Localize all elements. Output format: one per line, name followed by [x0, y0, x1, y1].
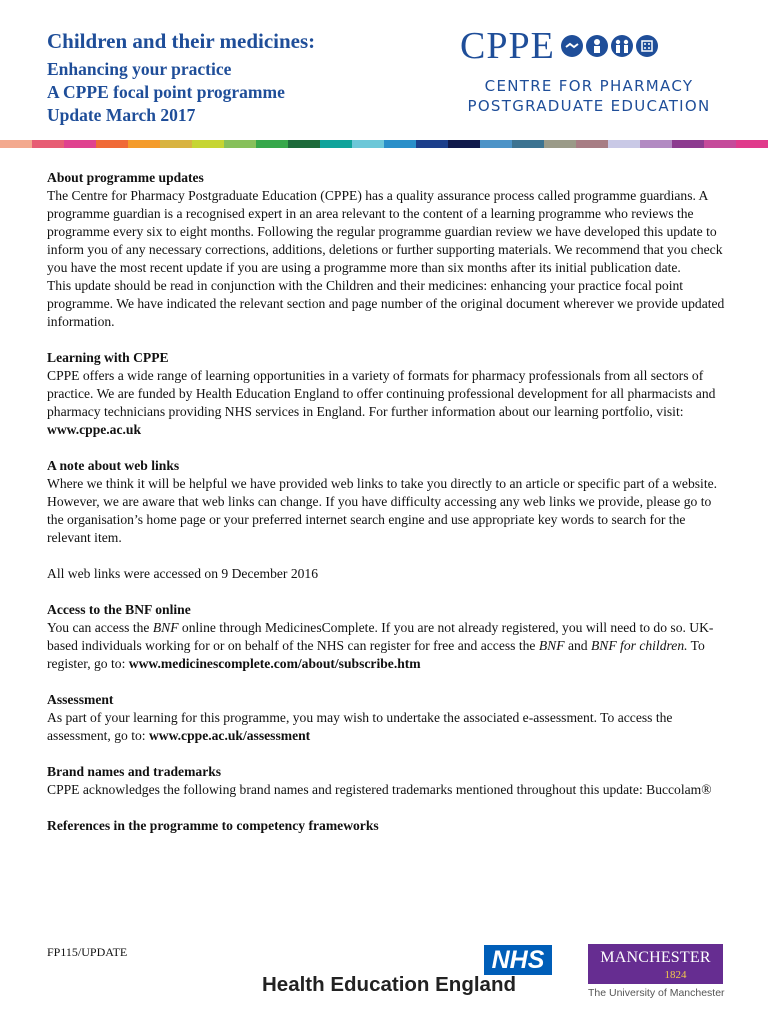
- about-heading: About programme updates: [47, 170, 204, 185]
- stripe-segment: [384, 140, 416, 148]
- bnf-heading: Access to the BNF online: [47, 602, 191, 617]
- stripe-segment: [544, 140, 576, 148]
- assessment-body: [47, 709, 727, 745]
- cppe-full-name-line2: POSTGRADUATE EDUCATION: [467, 97, 711, 115]
- cppe-logo-icons: [561, 35, 658, 57]
- cppe-link[interactable]: www.cppe.ac.uk: [47, 422, 142, 437]
- about-body-1: The Centre for Pharmacy Postgraduate Education (CPPE) has a quality assurance process called programme guardians. A programme guardian is a recognised expert in an area relevant to the content of a learning programme who reviews the programme every six to eight months. Following the regular programme guardian review we have developed this update to inform you of any necessary corrections, additions, deletions or further supporting materials. We recommend that you check you have the most recent update if you are using a programme more than six months after its initial publication date.: [47, 188, 723, 275]
- header-titles: [47, 28, 315, 127]
- hee-logo: [262, 945, 552, 1000]
- assessment-heading: Assessment: [47, 692, 114, 707]
- medicinescomplete-link[interactable]: www.medicinescomplete.com/about/subscribe.htm: [128, 656, 421, 671]
- stripe-segment: [576, 140, 608, 148]
- stripe-segment: [160, 140, 192, 148]
- stripe-segment: [416, 140, 448, 148]
- pills-icon: [636, 35, 658, 57]
- stripe-segment: [192, 140, 224, 148]
- cppe-full-name: [444, 76, 734, 116]
- stripe-segment: [32, 140, 64, 148]
- stripe-segment: [480, 140, 512, 148]
- stripe-segment: [288, 140, 320, 148]
- document-code: FP115/UPDATE: [47, 945, 128, 959]
- bnf-body: [47, 619, 727, 673]
- bnf-term: BNF: [152, 620, 179, 635]
- stripe-segment: [608, 140, 640, 148]
- learning-heading: Learning with CPPE: [47, 350, 169, 365]
- bnfc-term: BNF for children.: [590, 638, 688, 653]
- bnf-text-3: To register, go to:: [47, 638, 705, 671]
- references-heading: References in the programme to competency frameworks: [47, 818, 379, 833]
- programme-label: A CPPE focal point programme: [47, 82, 285, 102]
- bnf-text-1: You can access the: [47, 620, 153, 635]
- stripe-segment: [352, 140, 384, 148]
- manchester-year: 1824: [664, 969, 687, 981]
- stripe-segment: [448, 140, 480, 148]
- handshake-icon: [561, 35, 583, 57]
- stripe-segment: [736, 140, 768, 148]
- person-icon: [586, 35, 608, 57]
- color-stripe: [0, 140, 768, 148]
- manchester-box: [588, 944, 723, 984]
- learning-text: CPPE offers a wide range of learning opportunities in a variety of formats for pharmacy professionals from all sectors of practice. We are funded by Health Education England to offer continuing professional development for all pharmacists and pharmacy technicians providing NHS services in England. For further information about our learning portfolio, visit:: [47, 368, 716, 419]
- brands-heading: Brand names and trademarks: [47, 764, 222, 779]
- document-body: [47, 169, 727, 835]
- stripe-segment: [224, 140, 256, 148]
- manchester-university-label: The University of Manchester: [588, 987, 725, 999]
- learning-body: [47, 367, 727, 439]
- document-title: Children and their medicines:: [47, 29, 316, 53]
- stripe-segment: [704, 140, 736, 148]
- document-subtitle: Enhancing your practice: [47, 59, 232, 79]
- update-date: Update March 2017: [47, 105, 196, 125]
- stripe-segment: [640, 140, 672, 148]
- cppe-full-name-line1: CENTRE FOR PHARMACY: [484, 77, 694, 95]
- bnf-and: and: [564, 638, 591, 653]
- manchester-name: MANCHESTER: [600, 949, 711, 966]
- cppe-wordmark: CPPE: [460, 25, 555, 67]
- bnf-term-2: BNF: [538, 638, 565, 653]
- stripe-segment: [0, 140, 32, 148]
- weblinks-accessed: All web links were accessed on 9 December 2016: [47, 566, 319, 581]
- assessment-link[interactable]: www.cppe.ac.uk/assessment: [148, 728, 311, 743]
- about-body-2: This update should be read in conjunction with the Children and their medicines: enhancing your practice focal point programme. We have indicated the relevant section and page number of the original document wherever we provide updated information.: [47, 278, 725, 329]
- stripe-segment: [128, 140, 160, 148]
- weblinks-heading: A note about web links: [47, 458, 180, 473]
- family-icon: [611, 35, 633, 57]
- stripe-segment: [64, 140, 96, 148]
- brands-body: CPPE acknowledges the following brand names and registered trademarks mentioned throughout this update: Buccolam®: [47, 782, 712, 797]
- stripe-segment: [320, 140, 352, 148]
- stripe-segment: [512, 140, 544, 148]
- hee-wordmark: Health Education England: [262, 973, 516, 996]
- weblinks-body: Where we think it will be helpful we have provided web links to take you directly to an article or specific part of a website. However, we are aware that web links can change. If you have difficulty accessing any web links we provide, please go to the organisation’s home page or your preferred internet search engine and use appropriate key words to search for the relevant item.: [47, 476, 718, 545]
- nhs-logo: NHS: [484, 945, 552, 975]
- stripe-segment: [96, 140, 128, 148]
- bnf-text-2: online through MedicinesComplete. If you are not already registered, you will need to do so. UK-based individuals working for or on behalf of the NHS can register for free and access the: [47, 620, 714, 653]
- cppe-logo: [444, 22, 744, 122]
- manchester-logo: [588, 944, 728, 1002]
- stripe-segment: [672, 140, 704, 148]
- stripe-segment: [256, 140, 288, 148]
- assessment-text: As part of your learning for this programme, you may wish to undertake the associated e-assessment. To access the assessment, go to:: [47, 710, 673, 743]
